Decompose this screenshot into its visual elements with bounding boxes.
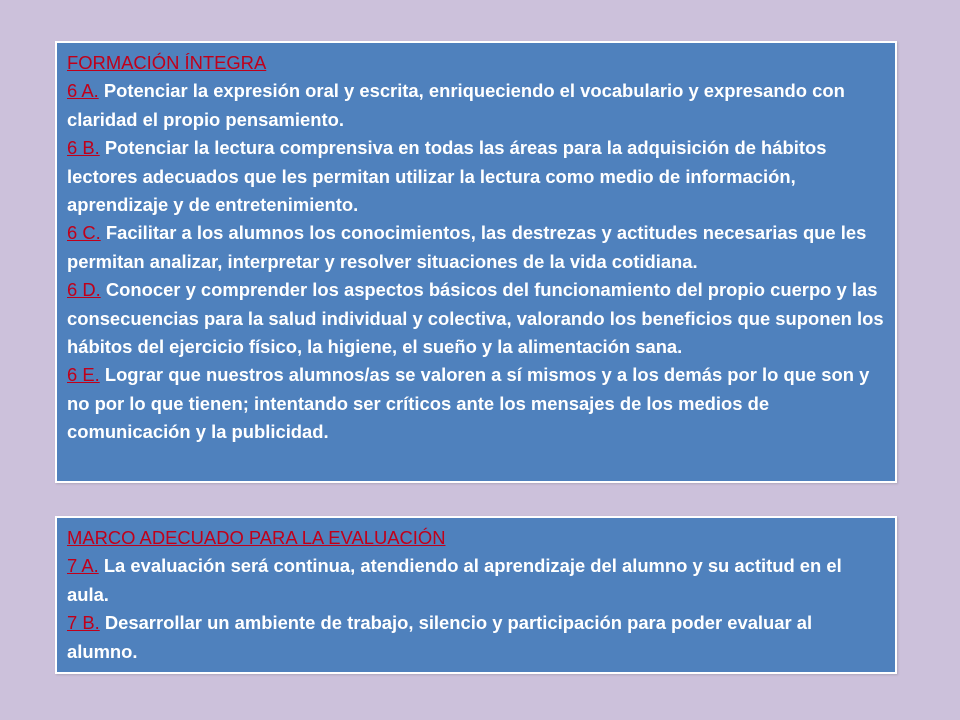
panel-title: MARCO ADECUADO PARA LA EVALUACIÓN (67, 527, 446, 548)
list-item (67, 361, 885, 446)
list-item (67, 609, 885, 666)
item-text: La evaluación será continua, atendiendo al aprendizaje del alumno y su actitud en el aula. (67, 555, 842, 605)
list-item (67, 276, 885, 361)
panel-title: FORMACIÓN ÍNTEGRA (67, 52, 267, 73)
item-text: Lograr que nuestros alumnos/as se valoren a sí mismos y a los demás por lo que son y no por lo que tienen; intentando ser críticos ante los mensajes de los medios de comunicación y la publicidad. (67, 364, 870, 443)
item-text: Facilitar a los alumnos los conocimientos, las destrezas y actitudes necesarias que les permitan analizar, interpretar y resolver situaciones de la vida cotidiana. (67, 222, 867, 272)
item-code: 6 D. (67, 279, 101, 301)
item-text: Desarrollar un ambiente de trabajo, silencio y participación para poder evaluar al alumno. (67, 612, 813, 662)
item-code: 7 B. (67, 612, 100, 634)
formacion-integra-panel (55, 41, 897, 483)
list-item (67, 134, 885, 219)
item-text: Potenciar la expresión oral y escrita, enriqueciendo el vocabulario y expresando con claridad el propio pensamiento. (67, 80, 845, 130)
item-code: 6 B. (67, 137, 100, 159)
item-text: Potenciar la lectura comprensiva en todas las áreas para la adquisición de hábitos lectores adecuados que les permitan utilizar la lectura como medio de información, aprendizaje y de entretenimiento. (67, 137, 827, 216)
item-code: 6 E. (67, 364, 100, 386)
item-code: 6 A. (67, 80, 99, 102)
marco-evaluacion-panel (55, 516, 897, 674)
item-code: 7 A. (67, 555, 99, 577)
list-item (67, 77, 885, 134)
list-item (67, 219, 885, 276)
item-text: Conocer y comprender los aspectos básicos del funcionamiento del propio cuerpo y las consecuencias para la salud individual y colectiva, valorando los beneficios que suponen los hábitos del ejercicio físico, la higiene, el sueño y la alimentación sana. (67, 279, 884, 358)
item-code: 6 C. (67, 222, 101, 244)
list-item (67, 552, 885, 609)
